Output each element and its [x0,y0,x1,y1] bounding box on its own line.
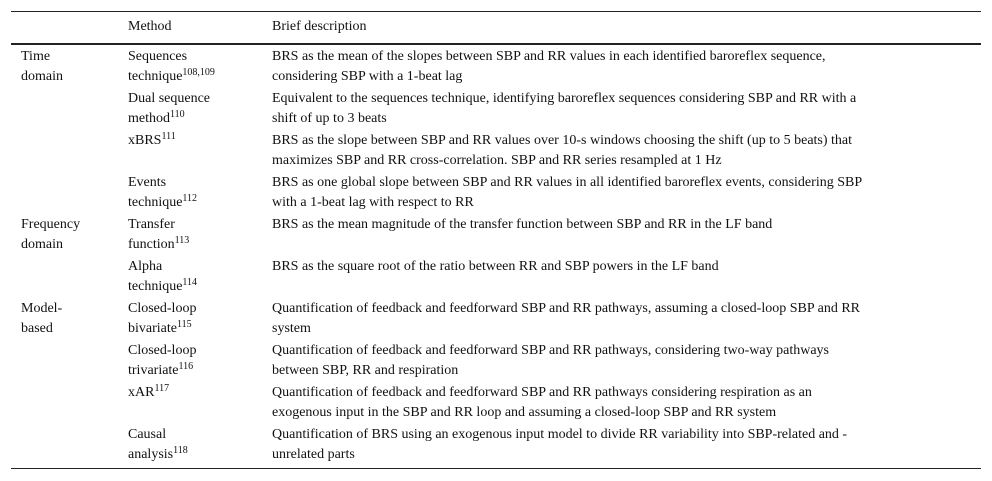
method-cell [128,173,268,212]
method-cell [128,215,268,254]
method-text [128,193,268,213]
table-top-rule [11,11,981,12]
reference-superscript: 111 [161,131,176,142]
description-cell [272,341,952,380]
table-row [11,131,981,173]
description-text: unrelated parts [272,446,355,462]
description-text: Quantification of BRS using an exogenous input model to divide RR variability into SBP-related and - [272,427,848,442]
method-text [128,277,268,297]
description-text: BRS as the square root of the ratio between RR and SBP powers in the LF band [272,259,719,274]
method-text [128,173,268,193]
domain-cell [21,47,121,86]
method-name: trivariate [128,362,179,378]
description-text: maximizes SBP and RR cross-correlation. SBP and RR series resampled at 1 Hz [272,152,722,168]
method-text [128,67,268,87]
method-name: technique [128,68,183,84]
domain-text: domain [21,236,63,252]
method-name: function [128,236,175,252]
description-cell [272,47,952,86]
description-text: BRS as one global slope between SBP and RR values in all identified baroreflex events, considering SBP [272,175,863,190]
method-text [128,47,268,67]
method-cell [128,89,268,128]
description-cell [272,89,952,128]
description-text: exogenous input in the SBP and RR loop and assuming a closed-loop SBP and RR system [272,404,777,420]
description-text: Quantification of feedback and feedforward SBP and RR pathways considering respiration as an [272,385,812,400]
table-row [11,341,981,383]
description-cell [272,173,952,212]
method-name: Causal [128,427,167,442]
method-name: Transfer [128,217,175,232]
method-name: Closed-loop [128,301,197,316]
description-text: Quantification of feedback and feedforward SBP and RR pathways, assuming a closed-loop SBP and RR [272,301,861,316]
header-method: Method [128,19,172,34]
description-cell [272,425,952,464]
method-name: xBRS [128,133,162,148]
description-text: BRS as the mean magnitude of the transfer function between SBP and RR in the LF band [272,217,773,232]
method-cell [128,131,268,151]
table-body [11,47,981,465]
reference-superscript: 118 [173,444,188,456]
method-name: Dual sequence [128,91,211,106]
method-name: xAR [128,385,155,400]
table-row [11,215,981,257]
method-name: bivariate [128,320,177,336]
description-text: Quantification of feedback and feedforward SBP and RR pathways, considering two-way pathways [272,343,829,358]
method-text [128,425,268,445]
reference-superscript: 115 [176,318,192,330]
header-brief-description: Brief description [272,19,367,34]
header-rule [11,43,981,45]
method-name: Alpha [128,259,163,274]
description-text: BRS as the mean of the slopes between SBP and RR values in each identified baroreflex sequence, [272,49,826,64]
method-cell [128,299,268,338]
method-text [128,383,268,403]
method-text [128,215,268,235]
table-bottom-rule [11,468,981,469]
domain-text: Model- [21,301,63,316]
method-text [128,299,268,319]
method-cell [128,257,268,296]
method-name: method [128,110,170,126]
method-text [128,445,268,465]
description-cell [272,383,952,422]
table-row [11,47,981,89]
description-cell [272,131,952,170]
description-cell [272,257,952,277]
domain-text: domain [21,68,63,84]
table-row [11,257,981,299]
table-row [11,383,981,425]
reference-superscript: 117 [154,383,170,394]
description-text: system [272,320,311,336]
method-cell [128,341,268,380]
description-cell [272,299,952,338]
description-text: shift of up to 3 beats [272,110,387,126]
description-text: BRS as the slope between SBP and RR values over 10-s windows choosing the shift (up to 5 beats) that [272,133,853,148]
table-row [11,173,981,215]
method-name: Closed-loop [128,343,197,358]
method-name: analysis [128,446,174,462]
method-cell [128,425,268,464]
description-text: Equivalent to the sequences technique, identifying baroreflex sequences considering SBP and RR with a [272,91,857,106]
method-text [128,235,268,255]
method-text [128,319,268,339]
method-cell [128,383,268,403]
method-text [128,89,268,109]
method-name: Sequences [128,49,188,64]
method-name: technique [128,194,183,210]
method-cell [128,47,268,86]
table-row [11,89,981,131]
method-text [128,341,268,361]
domain-text: based [21,320,53,336]
description-text: considering SBP with a 1-beat lag [272,68,463,84]
reference-superscript: 113 [174,234,190,246]
table-row [11,425,981,465]
description-cell [272,215,952,235]
reference-superscript: 114 [182,276,198,288]
method-text [128,131,268,151]
reference-superscript: 110 [170,108,185,120]
method-text [128,361,268,381]
description-text: with a 1-beat lag with respect to RR [272,194,474,210]
reference-superscript: 112 [182,192,198,204]
reference-superscript: 116 [178,360,194,372]
method-text [128,109,268,129]
method-name: technique [128,278,183,294]
method-text [128,257,268,277]
domain-text: Time [21,49,51,64]
table-row [11,299,981,341]
domain-cell [21,299,121,338]
method-name: Events [128,175,167,190]
domain-cell [21,215,121,254]
domain-text: Frequency [21,217,81,232]
description-text: between SBP, RR and respiration [272,362,459,378]
reference-superscript: 108,109 [182,66,215,78]
